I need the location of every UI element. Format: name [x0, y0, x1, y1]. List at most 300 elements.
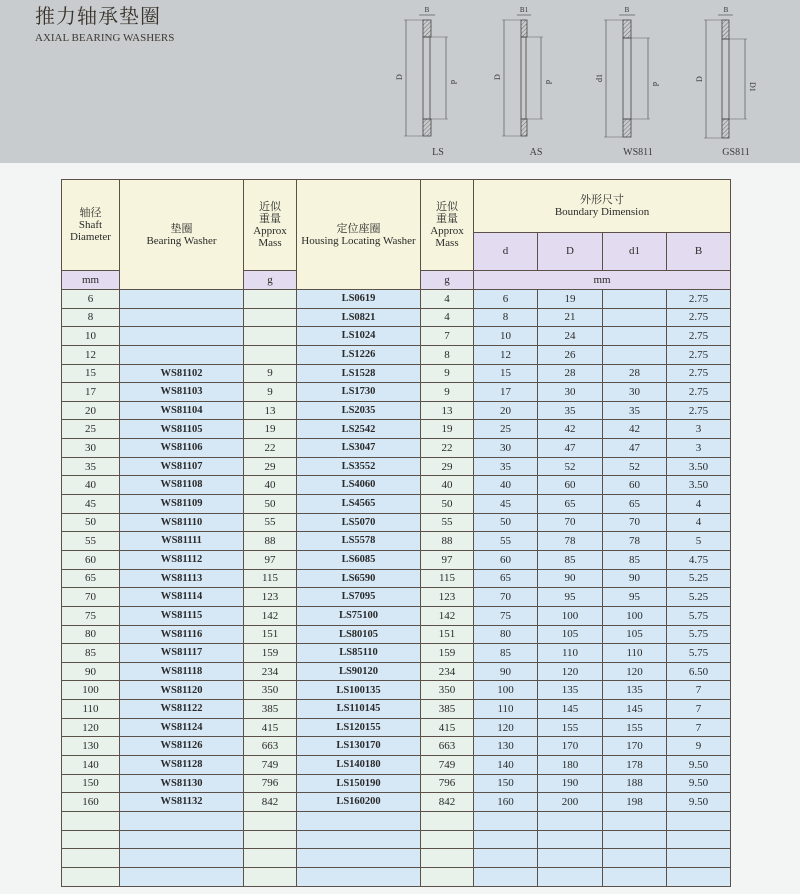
cell-D: 19	[538, 290, 603, 309]
cell-d1: 70	[603, 513, 667, 532]
cell-d: 130	[474, 737, 538, 756]
cell-d: 50	[474, 513, 538, 532]
cell-d: 85	[474, 644, 538, 663]
cell-shaft: 60	[62, 550, 120, 569]
cell-mass1: 796	[244, 774, 297, 793]
washer-ls-drawing-icon	[393, 4, 483, 144]
cell-mass1: 55	[244, 513, 297, 532]
cell-shaft: 160	[62, 793, 120, 812]
cell-d1	[603, 308, 667, 327]
header-text: 重量	[259, 213, 281, 225]
empty-cell	[62, 867, 120, 886]
cell-housing: LS90120	[297, 662, 421, 681]
cell-mass1: 142	[244, 606, 297, 625]
cell-washer: WS81105	[120, 420, 244, 439]
cell-d: 65	[474, 569, 538, 588]
cell-D: 28	[538, 364, 603, 383]
cell-D: 65	[538, 495, 603, 514]
table-row	[62, 401, 731, 420]
cell-d1: 155	[603, 718, 667, 737]
cell-mass1	[244, 345, 297, 364]
header-text: 近似	[259, 201, 281, 213]
empty-cell	[667, 811, 731, 830]
cell-D: 24	[538, 327, 603, 346]
cell-d: 35	[474, 457, 538, 476]
table-row	[62, 513, 731, 532]
cell-shaft: 85	[62, 644, 120, 663]
washer-as-drawing-icon	[491, 4, 581, 144]
header-text: Housing Locating Washer	[301, 234, 416, 247]
empty-cell	[474, 811, 538, 830]
cell-washer: WS81112	[120, 550, 244, 569]
cell-shaft: 80	[62, 625, 120, 644]
empty-table-row	[62, 867, 731, 886]
cell-housing: LS2542	[297, 420, 421, 439]
page-title-en: AXIAL BEARING WASHERS	[35, 32, 175, 44]
cell-housing: LS150190	[297, 774, 421, 793]
cell-mass2: 9	[421, 364, 474, 383]
cell-d1: 170	[603, 737, 667, 756]
cell-shaft: 20	[62, 401, 120, 420]
cell-washer: WS81106	[120, 439, 244, 458]
cell-housing: LS6085	[297, 550, 421, 569]
cell-mass1: 151	[244, 625, 297, 644]
cell-mass2: 88	[421, 532, 474, 551]
cell-housing: LS120155	[297, 718, 421, 737]
washer-ws811-drawing-icon	[593, 4, 683, 144]
cell-housing: LS110145	[297, 700, 421, 719]
cell-mass1: 749	[244, 756, 297, 775]
cell-d1: 198	[603, 793, 667, 812]
cell-mass2: 22	[421, 439, 474, 458]
cell-housing: LS75100	[297, 606, 421, 625]
cell-d1: 95	[603, 588, 667, 607]
cell-housing: LS4565	[297, 495, 421, 514]
cell-d: 160	[474, 793, 538, 812]
cell-D: 52	[538, 457, 603, 476]
cell-housing: LS0821	[297, 308, 421, 327]
diagram-ls	[393, 4, 483, 162]
cell-d1: 110	[603, 644, 667, 663]
cell-B: 7	[667, 681, 731, 700]
cell-B: 5.75	[667, 606, 731, 625]
cell-mass2: 4	[421, 308, 474, 327]
cell-d1: 105	[603, 625, 667, 644]
dim-label: d	[544, 80, 553, 84]
cell-shaft: 100	[62, 681, 120, 700]
cell-shaft: 65	[62, 569, 120, 588]
cell-mass2: 663	[421, 737, 474, 756]
cell-washer: WS81126	[120, 737, 244, 756]
cell-D: 200	[538, 793, 603, 812]
header-text: 轴径	[79, 207, 102, 219]
table-row	[62, 737, 731, 756]
cell-d1: 178	[603, 756, 667, 775]
cell-shaft: 70	[62, 588, 120, 607]
header-text: 外形尺寸	[580, 194, 625, 206]
page-title-cn: 推力轴承垫圈	[35, 6, 161, 28]
cell-d1: 85	[603, 550, 667, 569]
cell-mass1	[244, 290, 297, 309]
header-text: 垫圈	[170, 222, 193, 235]
cell-mass1	[244, 308, 297, 327]
empty-cell	[474, 849, 538, 868]
cell-d1: 78	[603, 532, 667, 551]
cell-d: 17	[474, 383, 538, 402]
table-row	[62, 681, 731, 700]
empty-cell	[297, 867, 421, 886]
empty-cell	[667, 867, 731, 886]
empty-cell	[62, 830, 120, 849]
cell-mass1: 415	[244, 718, 297, 737]
empty-cell	[667, 830, 731, 849]
cell-d1: 42	[603, 420, 667, 439]
cell-mass1: 29	[244, 457, 297, 476]
header-approx-mass-housing	[421, 180, 474, 271]
cell-d1	[603, 345, 667, 364]
dim-label: D	[493, 74, 502, 80]
table-row	[62, 532, 731, 551]
cell-D: 42	[538, 420, 603, 439]
diagram-as	[491, 4, 581, 162]
empty-cell	[474, 867, 538, 886]
cell-mass2: 8	[421, 345, 474, 364]
header-text: Boundary Dimension	[554, 206, 650, 218]
empty-cell	[603, 849, 667, 868]
header-text: Approx	[430, 225, 464, 237]
table-row	[62, 327, 731, 346]
empty-cell	[120, 830, 244, 849]
header-D: D	[538, 233, 603, 271]
cell-shaft: 30	[62, 439, 120, 458]
cell-B: 3	[667, 420, 731, 439]
cell-washer: WS81114	[120, 588, 244, 607]
cell-shaft: 17	[62, 383, 120, 402]
cell-housing: LS2035	[297, 401, 421, 420]
table-row	[62, 569, 731, 588]
header-d1: d1	[603, 233, 667, 271]
cell-mass2: 4	[421, 290, 474, 309]
cell-mass1: 40	[244, 476, 297, 495]
cell-shaft: 35	[62, 457, 120, 476]
cell-d: 20	[474, 401, 538, 420]
dim-label: d	[449, 80, 458, 84]
empty-cell	[603, 830, 667, 849]
cell-mass1: 19	[244, 420, 297, 439]
empty-cell	[538, 830, 603, 849]
table-row	[62, 290, 731, 309]
header-banner	[0, 0, 800, 163]
cell-d1: 90	[603, 569, 667, 588]
table-row	[62, 718, 731, 737]
cell-B: 3.50	[667, 457, 731, 476]
cell-housing: LS140180	[297, 756, 421, 775]
cell-housing: LS6590	[297, 569, 421, 588]
diagram-gs811	[691, 4, 781, 162]
cell-d1: 28	[603, 364, 667, 383]
table-row	[62, 345, 731, 364]
cell-washer: WS81104	[120, 401, 244, 420]
cell-housing: LS100135	[297, 681, 421, 700]
cell-D: 180	[538, 756, 603, 775]
empty-cell	[244, 811, 297, 830]
cell-housing: LS130170	[297, 737, 421, 756]
empty-cell	[421, 867, 474, 886]
cell-housing: LS5070	[297, 513, 421, 532]
header-text: Mass	[435, 237, 459, 249]
empty-table-row	[62, 849, 731, 868]
cell-shaft: 150	[62, 774, 120, 793]
table-row	[62, 550, 731, 569]
empty-cell	[297, 830, 421, 849]
cell-D: 35	[538, 401, 603, 420]
empty-cell	[244, 867, 297, 886]
cell-D: 170	[538, 737, 603, 756]
diagram-caption: WS811	[623, 147, 653, 158]
header-text: Bearing Washer	[146, 234, 217, 247]
diagram-ws811	[593, 4, 683, 162]
cell-washer	[120, 308, 244, 327]
cell-mass2: 55	[421, 513, 474, 532]
empty-table-row	[62, 811, 731, 830]
cell-B: 2.75	[667, 401, 731, 420]
cell-B: 4	[667, 513, 731, 532]
cell-housing: LS5578	[297, 532, 421, 551]
cell-B: 4	[667, 495, 731, 514]
cell-d1: 135	[603, 681, 667, 700]
dim-label: B1	[519, 6, 529, 14]
cell-shaft: 8	[62, 308, 120, 327]
cell-washer: WS81113	[120, 569, 244, 588]
empty-cell	[538, 811, 603, 830]
cell-shaft: 130	[62, 737, 120, 756]
cell-washer: WS81110	[120, 513, 244, 532]
cell-D: 47	[538, 439, 603, 458]
cell-mass2: 19	[421, 420, 474, 439]
cell-mass1: 234	[244, 662, 297, 681]
cell-D: 95	[538, 588, 603, 607]
cell-housing: LS85110	[297, 644, 421, 663]
cell-mass2: 29	[421, 457, 474, 476]
cell-B: 2.75	[667, 327, 731, 346]
cell-D: 135	[538, 681, 603, 700]
cell-B: 2.75	[667, 364, 731, 383]
cell-D: 145	[538, 700, 603, 719]
cell-B: 4.75	[667, 550, 731, 569]
header-text: Approx	[253, 225, 287, 237]
cell-mass1: 842	[244, 793, 297, 812]
cell-housing: LS1024	[297, 327, 421, 346]
empty-cell	[421, 830, 474, 849]
cell-D: 70	[538, 513, 603, 532]
cell-d: 75	[474, 606, 538, 625]
cell-d: 120	[474, 718, 538, 737]
cell-mass2: 385	[421, 700, 474, 719]
cell-mass2: 97	[421, 550, 474, 569]
header-approx-mass-washer	[244, 180, 297, 271]
cell-washer: WS81130	[120, 774, 244, 793]
table-row	[62, 793, 731, 812]
table-row	[62, 439, 731, 458]
empty-table-row	[62, 830, 731, 849]
cell-d: 80	[474, 625, 538, 644]
cell-mass1: 97	[244, 550, 297, 569]
cell-mass2: 159	[421, 644, 474, 663]
empty-cell	[62, 849, 120, 868]
cell-washer: WS81116	[120, 625, 244, 644]
table-row	[62, 476, 731, 495]
cell-shaft: 120	[62, 718, 120, 737]
dim-label: D	[395, 74, 404, 80]
cell-d1: 100	[603, 606, 667, 625]
cell-B: 9.50	[667, 774, 731, 793]
cell-housing: LS3047	[297, 439, 421, 458]
header-text: 重量	[436, 213, 458, 225]
empty-cell	[538, 849, 603, 868]
empty-cell	[603, 867, 667, 886]
empty-cell	[120, 811, 244, 830]
empty-cell	[244, 849, 297, 868]
cell-washer: WS81124	[120, 718, 244, 737]
cell-d: 45	[474, 495, 538, 514]
cell-B: 5	[667, 532, 731, 551]
cell-B: 9	[667, 737, 731, 756]
cell-mass1: 123	[244, 588, 297, 607]
table-row	[62, 495, 731, 514]
cell-B: 9.50	[667, 793, 731, 812]
empty-cell	[421, 811, 474, 830]
cell-mass1: 13	[244, 401, 297, 420]
cell-washer	[120, 345, 244, 364]
cell-d1: 35	[603, 401, 667, 420]
cell-mass1: 663	[244, 737, 297, 756]
cell-d: 6	[474, 290, 538, 309]
cell-shaft: 110	[62, 700, 120, 719]
cell-B: 9.50	[667, 756, 731, 775]
dim-label: B	[723, 6, 729, 14]
cell-B: 5.25	[667, 569, 731, 588]
cell-B: 2.75	[667, 308, 731, 327]
empty-cell	[667, 849, 731, 868]
washer-gs811-drawing-icon	[691, 4, 781, 144]
header-text: Mass	[258, 237, 282, 249]
cell-washer: WS81115	[120, 606, 244, 625]
header-text: Diameter	[70, 231, 111, 243]
cell-D: 60	[538, 476, 603, 495]
cell-mass1: 115	[244, 569, 297, 588]
table-row	[62, 756, 731, 775]
cell-D: 90	[538, 569, 603, 588]
cell-housing: LS4060	[297, 476, 421, 495]
cell-d1: 60	[603, 476, 667, 495]
cell-B: 2.75	[667, 290, 731, 309]
table-row	[62, 662, 731, 681]
cell-d1: 30	[603, 383, 667, 402]
cell-housing: LS7095	[297, 588, 421, 607]
cell-d: 140	[474, 756, 538, 775]
cell-d1: 188	[603, 774, 667, 793]
empty-cell	[538, 867, 603, 886]
cell-washer: WS81118	[120, 662, 244, 681]
table-row	[62, 700, 731, 719]
cell-mass2: 842	[421, 793, 474, 812]
cell-D: 105	[538, 625, 603, 644]
empty-cell	[474, 830, 538, 849]
cell-shaft: 75	[62, 606, 120, 625]
cell-housing: LS80105	[297, 625, 421, 644]
cell-D: 190	[538, 774, 603, 793]
cell-mass2: 350	[421, 681, 474, 700]
cell-d: 110	[474, 700, 538, 719]
spec-table	[61, 179, 731, 887]
cell-shaft: 140	[62, 756, 120, 775]
cell-d: 100	[474, 681, 538, 700]
cell-mass1: 385	[244, 700, 297, 719]
empty-cell	[297, 811, 421, 830]
table-row	[62, 308, 731, 327]
unit-mass-washer: g	[244, 271, 297, 290]
cell-d: 70	[474, 588, 538, 607]
cell-D: 120	[538, 662, 603, 681]
header-d: d	[474, 233, 538, 271]
table-row	[62, 383, 731, 402]
cell-d: 12	[474, 345, 538, 364]
cell-mass1: 159	[244, 644, 297, 663]
cell-d1: 47	[603, 439, 667, 458]
empty-cell	[62, 811, 120, 830]
cell-housing: LS0619	[297, 290, 421, 309]
cell-housing: LS160200	[297, 793, 421, 812]
dim-label: d1	[595, 74, 604, 82]
header-B: B	[667, 233, 731, 271]
cell-B: 5.75	[667, 644, 731, 663]
cell-mass2: 142	[421, 606, 474, 625]
cell-mass2: 234	[421, 662, 474, 681]
cell-mass2: 40	[421, 476, 474, 495]
cell-shaft: 90	[62, 662, 120, 681]
empty-cell	[120, 849, 244, 868]
cell-mass2: 123	[421, 588, 474, 607]
cell-D: 110	[538, 644, 603, 663]
unit-boundary: mm	[474, 271, 731, 290]
dim-label: B	[424, 6, 430, 14]
dim-label: B	[624, 6, 630, 14]
table-row	[62, 774, 731, 793]
unit-mass-housing: g	[421, 271, 474, 290]
diagram-caption: LS	[432, 147, 444, 158]
empty-cell	[603, 811, 667, 830]
cell-washer: WS81102	[120, 364, 244, 383]
cell-housing: LS1528	[297, 364, 421, 383]
empty-cell	[297, 849, 421, 868]
cell-B: 7	[667, 700, 731, 719]
cell-washer: WS81109	[120, 495, 244, 514]
dim-label: D	[695, 76, 704, 82]
cell-washer: WS81120	[120, 681, 244, 700]
cell-mass2: 415	[421, 718, 474, 737]
cell-washer: WS81117	[120, 644, 244, 663]
cell-d: 15	[474, 364, 538, 383]
cell-mass2: 796	[421, 774, 474, 793]
table-row	[62, 588, 731, 607]
table-row	[62, 625, 731, 644]
header-shaft-diameter	[62, 180, 120, 271]
cell-D: 30	[538, 383, 603, 402]
cell-d: 8	[474, 308, 538, 327]
cell-mass2: 7	[421, 327, 474, 346]
cell-mass1: 50	[244, 495, 297, 514]
diagram-caption: GS811	[722, 147, 750, 158]
